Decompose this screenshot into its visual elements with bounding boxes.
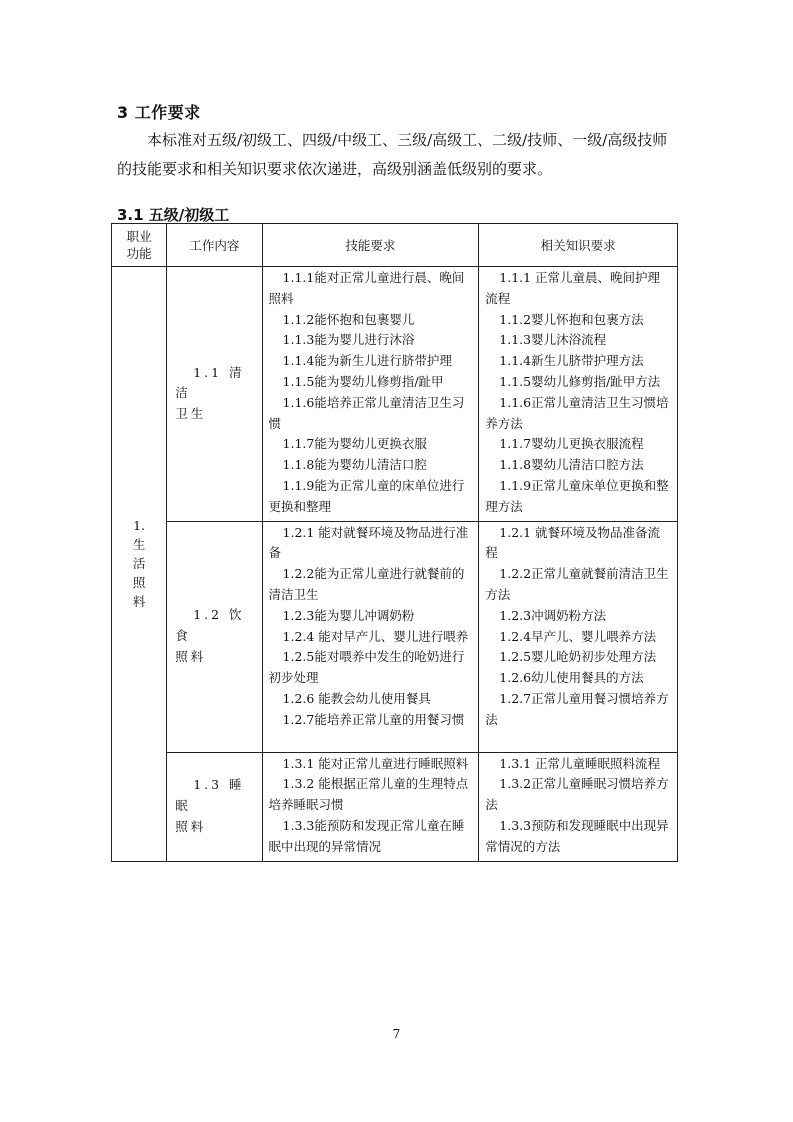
skills-cell [262, 267, 479, 522]
table-row [112, 267, 678, 522]
function-cell [112, 267, 167, 862]
header-knowledge: 相关知识要求 [479, 224, 678, 267]
skills-cell [262, 521, 479, 752]
skill-item: 1.1.5能为婴幼儿修剪指/趾甲 [282, 373, 444, 389]
knowledge-item: 1.3.1 正常儿童睡眠照料流程 [499, 755, 661, 771]
content-label-cont: 照料 [175, 648, 207, 664]
knowledge-cell [479, 521, 678, 752]
function-label-char: 生 [132, 537, 146, 553]
knowledge-item: 1.2.3冲调奶粉方法 [499, 607, 607, 623]
content-cell [167, 267, 262, 522]
content-label: 1.1 清洁 [175, 364, 245, 401]
content-label: 1.3 睡眠 [175, 777, 245, 814]
table-row [112, 752, 678, 861]
content-cell [167, 752, 262, 861]
knowledge-item: 1.1.7婴幼儿更换衣服流程 [499, 436, 644, 452]
skills-cell [262, 752, 479, 861]
header-function [112, 224, 167, 267]
skill-item: 1.1.2能怀抱和包裹婴儿 [282, 311, 415, 327]
header-content: 工作内容 [167, 224, 262, 267]
knowledge-item: 1.1.8婴幼儿清洁口腔方法 [499, 457, 644, 473]
content-label-cont: 卫生 [175, 406, 207, 422]
knowledge-item: 1.3.2正常儿童睡眠习惯培养方法 [485, 776, 669, 813]
subsection-title: 3.1 五级/初级工 [117, 206, 230, 224]
skill-item: 1.3.2 能根据正常儿童的生理特点培养睡眠习惯 [268, 776, 469, 813]
knowledge-item: 1.1.2婴儿怀抱和包裹方法 [499, 311, 644, 327]
knowledge-item: 1.3.3预防和发现睡眠中出现异常情况的方法 [485, 817, 669, 854]
requirements-table [111, 223, 678, 862]
content-cell [167, 521, 262, 752]
skill-item: 1.1.6能培养正常儿童清洁卫生习惯 [268, 394, 465, 431]
skill-item: 1.3.3能预防和发现正常儿童在睡眠中出现的异常情况 [268, 817, 465, 854]
knowledge-item: 1.1.6正常儿童清洁卫生习惯培养方法 [485, 394, 669, 431]
knowledge-item: 1.1.4新生儿脐带护理方法 [499, 353, 644, 369]
skill-item: 1.1.4能为新生儿进行脐带护理 [282, 353, 452, 369]
header-function-text: 职业 功能 [126, 229, 152, 261]
content-label: 1.2 饮食 [175, 607, 245, 644]
intro-paragraph [117, 126, 681, 184]
knowledge-item: 1.1.3婴儿沐浴流程 [499, 332, 607, 348]
function-label-char: 活 [132, 556, 146, 572]
knowledge-item: 1.2.1 就餐环境及物品准备流程 [485, 524, 661, 561]
knowledge-item: 1.1.9正常儿童床单位更换和整理方法 [485, 477, 669, 514]
knowledge-item: 1.2.6幼儿使用餐具的方法 [499, 670, 644, 686]
skill-item: 1.2.2能为正常儿童进行就餐前的清洁卫生 [268, 566, 465, 602]
skill-item: 1.1.1能对正常儿童进行晨、晚间照料 [268, 270, 465, 306]
function-label-char: 料 [132, 594, 146, 610]
knowledge-item: 1.2.5婴儿呛奶初步处理方法 [499, 649, 657, 665]
skill-item: 1.2.7能培养正常儿童的用餐习惯 [282, 711, 465, 727]
section-title: 3 工作要求 [117, 103, 201, 122]
function-label-char: 照 [132, 575, 146, 591]
skill-item: 1.2.5能对喂养中发生的呛奶进行初步处理 [268, 649, 465, 686]
skill-item: 1.2.4 能对早产儿、婴儿进行喂养 [282, 628, 469, 644]
skill-item: 1.1.8能为婴幼儿清洁口腔 [282, 457, 427, 473]
page-number: 7 [392, 1027, 401, 1041]
knowledge-item: 1.2.4早产儿、婴儿喂养方法 [499, 628, 657, 644]
knowledge-cell [479, 752, 678, 861]
knowledge-item: 1.1.1 正常儿童晨、晚间护理流程 [485, 270, 661, 306]
skill-item: 1.1.9能为正常儿童的床单位进行更换和整理 [268, 477, 465, 514]
table-row [112, 521, 678, 752]
skill-item: 1.1.3能为婴儿进行沐浴 [282, 332, 415, 348]
content-label-cont: 照料 [175, 818, 207, 834]
knowledge-item: 1.1.5婴幼儿修剪指/趾甲方法 [499, 373, 661, 389]
table-header-row [112, 224, 678, 267]
knowledge-item: 1.2.2正常儿童就餐前清洁卫生方法 [485, 566, 669, 602]
knowledge-cell [479, 267, 678, 522]
skill-item: 1.3.1 能对正常儿童进行睡眠照料 [282, 755, 469, 771]
function-label-char: 1. [133, 518, 146, 534]
skill-item: 1.1.7能为婴幼儿更换衣服 [282, 436, 427, 452]
header-skills: 技能要求 [262, 224, 479, 267]
skill-item: 1.2.3能为婴儿冲调奶粉 [282, 607, 415, 623]
skill-item: 1.2.1 能对就餐环境及物品进行准备 [268, 524, 469, 561]
skill-item: 1.2.6 能教会幼儿使用餐具 [282, 690, 431, 706]
intro-text: 本标准对五级/初级工、四级/中级工、三级/高级工、二级/技师、一级/高级技师的技能要求和相关知识要求依次递进，高级别涵盖低级别的要求。 [117, 131, 668, 178]
knowledge-item: 1.2.7正常儿童用餐习惯培养方法 [485, 690, 669, 727]
